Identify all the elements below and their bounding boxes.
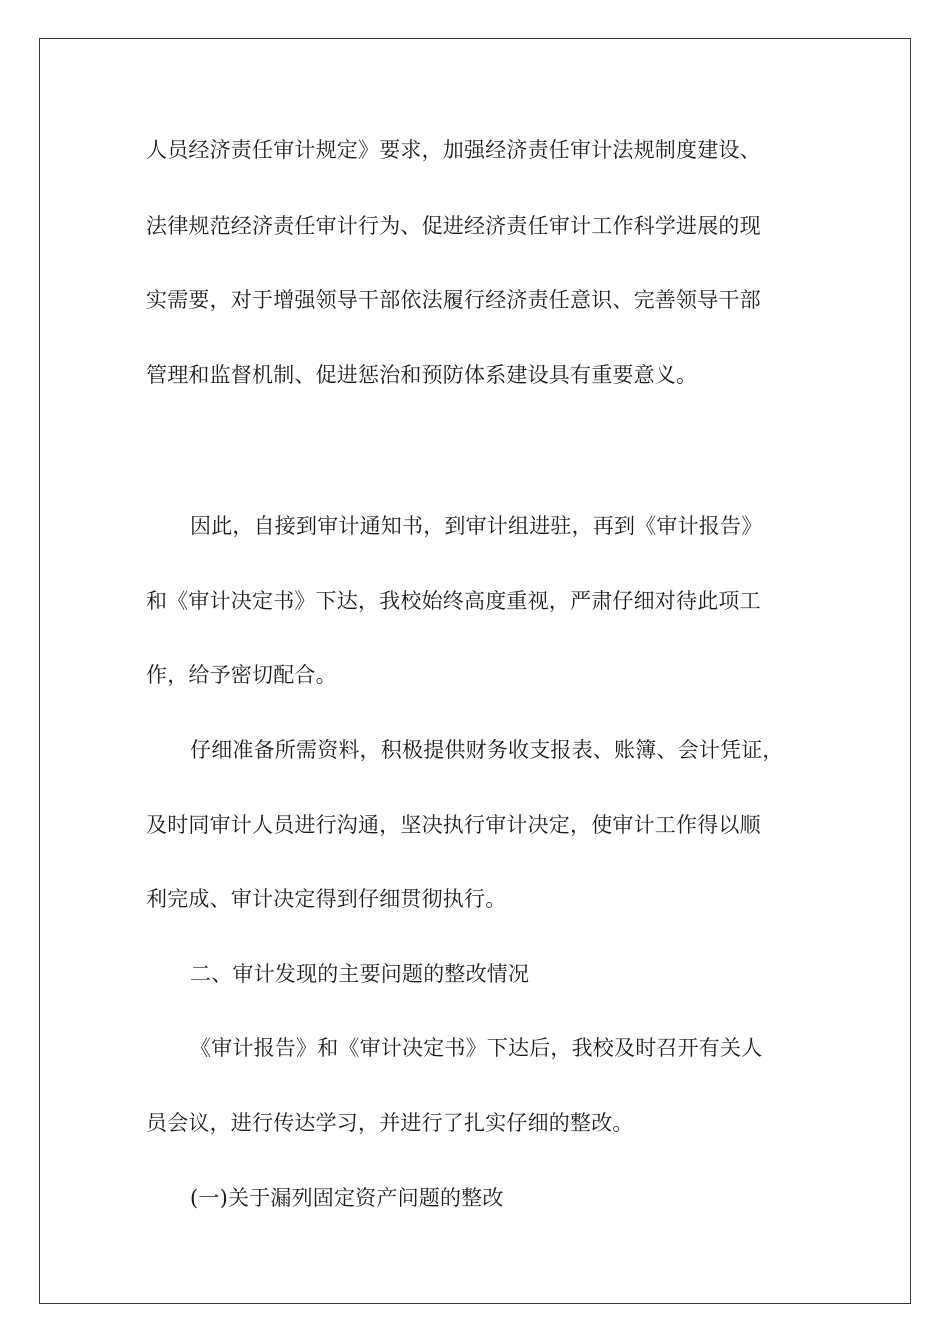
body-text-line: 实需要，对于增强领导干部依法履行经济责任意识、完善领导干部 — [146, 288, 761, 312]
body-text-line: 及时同审计人员进行沟通，坚决执行审计决定，使审计工作得以顺 — [146, 813, 761, 837]
body-text-line: 作，给予密切配合。 — [146, 663, 337, 687]
body-text-line: 利完成、审计决定得到仔细贯彻执行。 — [146, 887, 507, 911]
paragraph-start-line: 因此，自接到审计通知书，到审计组进驻，再到《审计报告》 — [190, 514, 763, 538]
body-text-line: 法律规范经济责任审计行为、促进经济责任审计工作科学进展的现 — [146, 214, 761, 238]
body-text-line: 和《审计决定书》下达，我校始终高度重视，严肃仔细对待此项工 — [146, 589, 761, 613]
paragraph-start-line: 仔细准备所需资料，积极提供财务收支报表、账簿、会计凭证， — [190, 738, 784, 762]
section-heading: 二、审计发现的主要问题的整改情况 — [190, 962, 530, 986]
body-text-line: 员会议，进行传达学习，并进行了扎实仔细的整改。 — [146, 1111, 634, 1135]
subsection-heading: (一)关于漏列固定资产问题的整改 — [190, 1186, 504, 1210]
body-text-line: 人员经济责任审计规定》要求，加强经济责任审计法规制度建设、 — [146, 138, 761, 162]
paragraph-start-line: 《审计报告》和《审计决定书》下达后，我校及时召开有关人 — [190, 1036, 763, 1060]
body-text-line: 管理和监督机制、促进惩治和预防体系建设具有重要意义。 — [146, 363, 698, 387]
